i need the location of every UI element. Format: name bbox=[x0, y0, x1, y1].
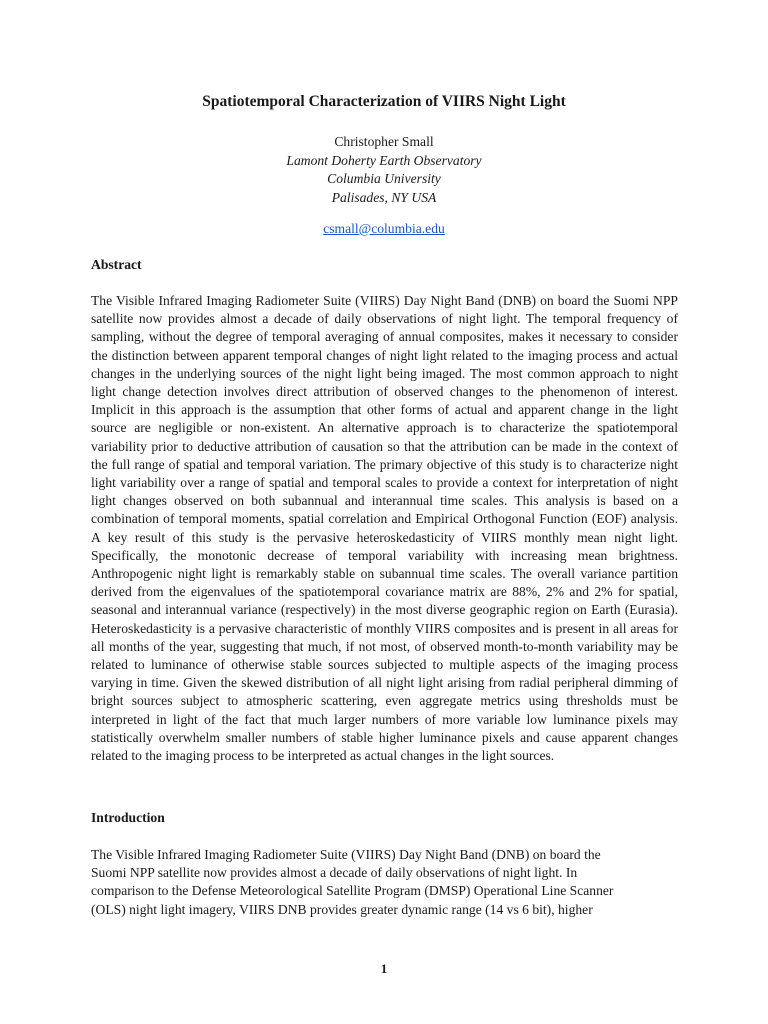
author-block bbox=[0, 133, 768, 208]
affiliation-line: Columbia University bbox=[327, 171, 441, 187]
page-number: 1 bbox=[380, 961, 388, 976]
paper-title: Spatiotemporal Characterization of VIIRS Night Light bbox=[202, 93, 566, 110]
introduction-text bbox=[91, 846, 678, 919]
author-email-link[interactable]: csmall@columbia.edu bbox=[323, 221, 445, 236]
author-name: Christopher Small bbox=[334, 134, 434, 149]
intro-line: Suomi NPP satellite now provides almost a decade of daily observations of night light. In bbox=[91, 865, 578, 881]
intro-line: (OLS) night light imagery, VIIRS DNB provides greater dynamic range (14 vs 6 bit), higher bbox=[91, 901, 593, 917]
introduction-heading: Introduction bbox=[91, 810, 165, 825]
intro-line: The Visible Infrared Imaging Radiometer Suite (VIIRS) Day Night Band (DNB) on board the bbox=[91, 847, 601, 862]
email-block bbox=[0, 221, 768, 237]
abstract-heading: Abstract bbox=[91, 257, 142, 272]
affiliation-line: Palisades, NY USA bbox=[331, 190, 437, 206]
affiliation-line: Lamont Doherty Earth Observatory bbox=[286, 152, 482, 168]
abstract-text: The Visible Infrared Imaging Radiometer Suite (VIIRS) Day Night Band (DNB) on board the Suomi NPP satellite now provides almost a decade of daily observations of night light. The temporal frequency of sampling, without the degree of temporal averaging of annual composites, makes it necessary to consider the distinction between apparent temporal changes of night light related to the imaging process and actual changes in the underlying sources of the night light being imaged. The most common approach to night light change detection involves direct attribution of observed changes to the phenomenon of interest. Implicit in this approach is the assumption that other forms of actual and apparent change in the light source are negligible or non-existent. An alternative approach is to characterize the spatiotemporal variability prior to deductive attribution of causation so that the attribution can be made in the context of the full range of spatial and temporal variation. The primary objective of this study is to characterize night light variability over a range of spatial and temporal scales to provide a context for interpretation of night light changes observed on both subannual and interannual time scales. This analysis is based on a combination of temporal moments, spatial correlation and Empirical Orthogonal Function (EOF) analysis. A key result of this study is the pervasive heteroskedasticity of VIIRS monthly mean night light. Specifically, the monotonic decrease of temporal variability with increasing mean brightness. Anthropogenic night light is remarkably stable on subannual time scales. The overall variance partition derived from the eigenvalues of the spatiotemporal covariance matrix are 88%, 2% and 2% for spatial, seasonal and interannual variance (respectively) in the most diverse geographic region on Earth (Eurasia). Heteroskedasticity is a pervasive characteristic of monthly VIIRS composites and is present in all areas for all months of the year, suggesting that much, if not most, of observed month-to-month variability may be related to luminance of otherwise stable sources subjected to multiple aspects of the imaging process varying in time. Given the skewed distribution of all night light arising from radial peripheral dimming of bright sources subject to atmospheric scattering, even aggregate metrics using thresholds must be interpreted in light of the fact that much larger numbers of more variable low luminance pixels may statistically overwhelm smaller numbers of stable higher luminance pixels and cause apparent changes related to the imaging process to be interpreted as actual changes in the light sources. bbox=[91, 293, 678, 764]
intro-line: comparison to the Defense Meteorological Satellite Program (DMSP) Operational Line Scanner bbox=[91, 883, 614, 899]
